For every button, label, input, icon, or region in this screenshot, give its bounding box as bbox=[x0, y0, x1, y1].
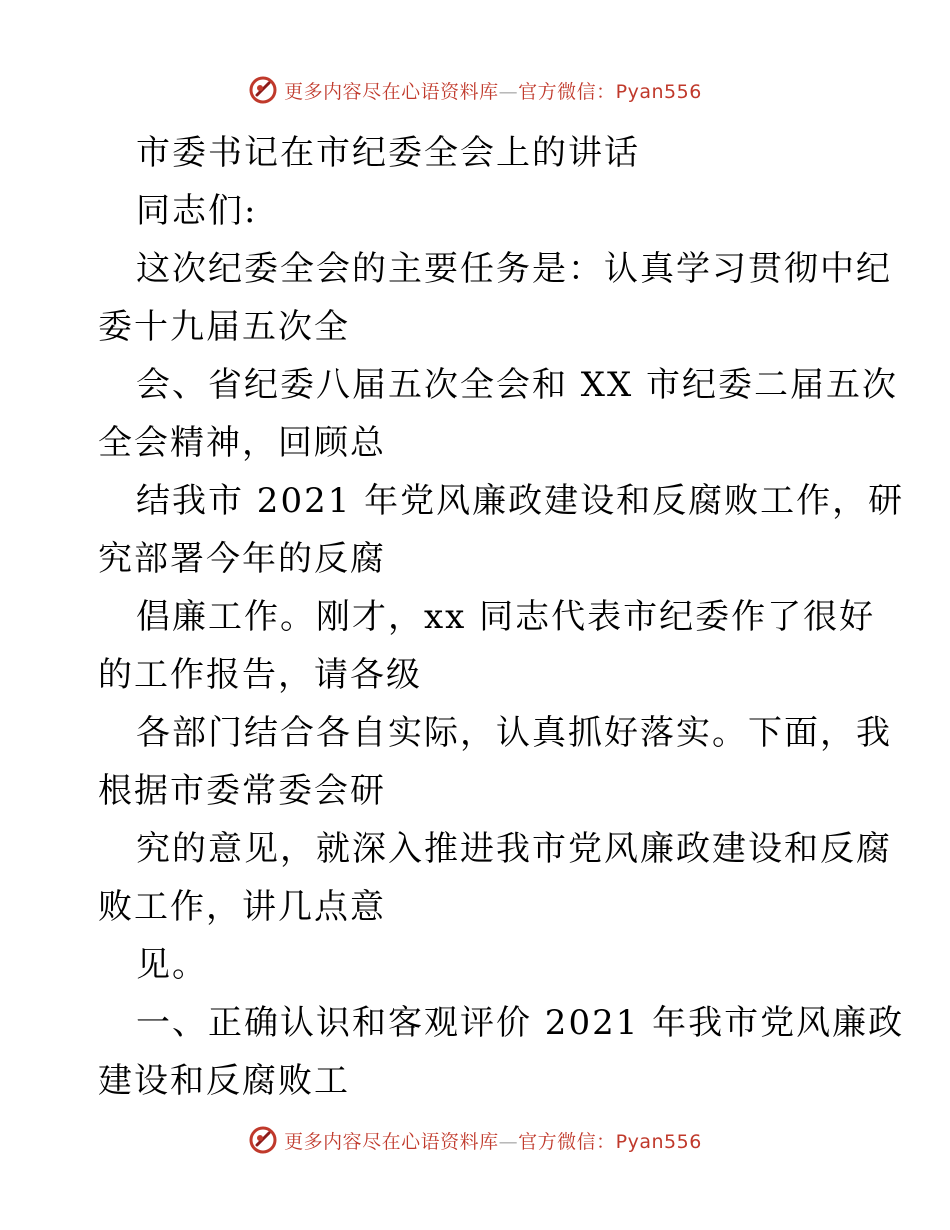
document-title: 市委书记在市纪委全会上的讲话 bbox=[136, 133, 640, 173]
paragraph-line: 各部门结合各自实际，认真抓好落实。下面，我 bbox=[136, 713, 892, 753]
salutation: 同志们: bbox=[136, 191, 258, 231]
paragraph-line: 委十九届五次全 bbox=[98, 307, 350, 347]
paragraph-line: 究的意见，就深入推进我市党风廉政建设和反腐 bbox=[136, 829, 892, 869]
section-heading-line: 一、正确认识和客观评价 2021 年我市党风廉政 bbox=[136, 1003, 905, 1043]
paragraph-line: 会、省纪委八届五次全会和 XX 市纪委二届五次 bbox=[136, 365, 899, 405]
footer-watermark-text: 更多内容尽在心语资料库—官方微信：Pyan556 bbox=[284, 1130, 702, 1153]
brand-logo-icon bbox=[248, 1125, 278, 1155]
paragraph-line: 根据市委常委会研 bbox=[98, 771, 386, 811]
document-body bbox=[98, 124, 905, 1110]
paragraph-line: 这次纪委全会的主要任务是：认真学习贯彻中纪 bbox=[136, 249, 892, 289]
header-watermark-text: 更多内容尽在心语资料库—官方微信：Pyan556 bbox=[284, 80, 702, 103]
footer-watermark bbox=[0, 1120, 950, 1160]
paragraph-line: 究部署今年的反腐 bbox=[98, 539, 386, 579]
paragraph-line: 全会精神，回顾总 bbox=[98, 423, 386, 463]
brand-logo-icon bbox=[248, 75, 278, 105]
section-heading-line: 建设和反腐败工 bbox=[98, 1061, 350, 1101]
paragraph-line: 的工作报告，请各级 bbox=[98, 655, 422, 695]
paragraph-line: 结我市 2021 年党风廉政建设和反腐败工作，研 bbox=[136, 481, 905, 521]
paragraph-line: 见。 bbox=[136, 945, 208, 985]
header-watermark bbox=[0, 70, 950, 110]
paragraph-line: 倡廉工作。刚才，xx 同志代表市纪委作了很好 bbox=[136, 597, 876, 637]
paragraph-line: 败工作，讲几点意 bbox=[98, 887, 386, 927]
